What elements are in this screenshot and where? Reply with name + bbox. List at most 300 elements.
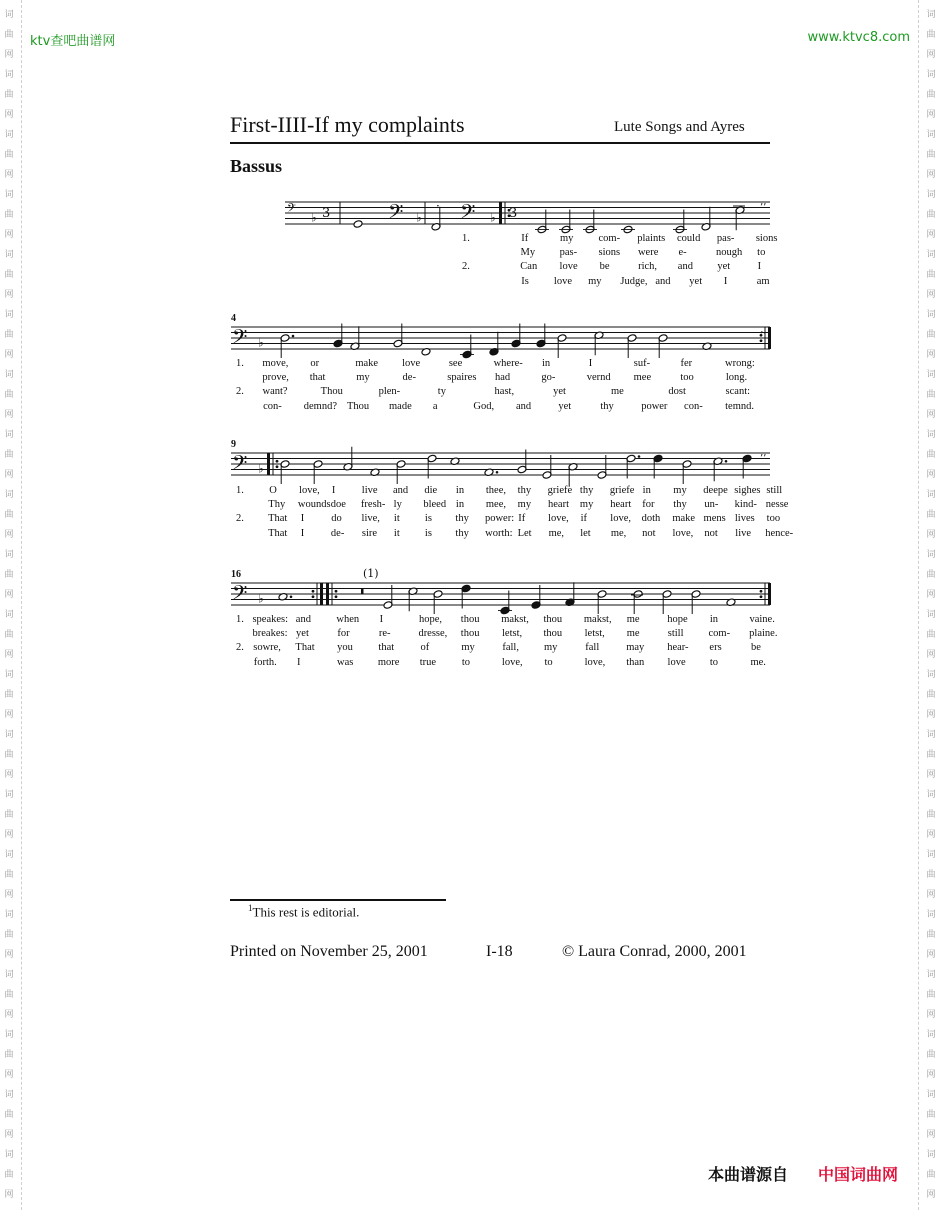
lyric-syllable: be [751, 642, 761, 654]
watermark-glyph: 词 [926, 250, 936, 260]
watermark-glyph: 网 [4, 110, 14, 120]
custos: ’’ [760, 330, 767, 342]
lyric-syllable: power: [484, 513, 515, 525]
time-signature: 3 [509, 206, 518, 221]
watermark-glyph: 词 [926, 490, 936, 500]
lyric-syllable: is [424, 527, 432, 539]
repeat-dot [312, 595, 315, 598]
lyric-syllable: letst, [584, 628, 605, 640]
lyric-syllable: thy [517, 485, 532, 496]
lyric-syllable: scant: [725, 386, 751, 398]
watermark-glyph: 网 [926, 1130, 936, 1140]
lyric-syllable: and [392, 485, 409, 496]
watermark-glyph: 曲 [926, 270, 936, 280]
lyric-syllable: spaires [447, 372, 477, 384]
lyric-syllable: me [610, 386, 624, 398]
lyric-syllable: e- [678, 247, 687, 259]
repeat-thick-bar [768, 327, 771, 349]
lyric-syllable: Thou [346, 400, 370, 412]
lyric-syllable: it [393, 513, 400, 525]
watermark-glyph: 曲 [4, 1050, 14, 1060]
lyric-syllable: I [331, 485, 336, 496]
lyric-syllable: and [295, 614, 311, 625]
lyric-syllable: hope [667, 614, 688, 625]
lyric-syllable: to [757, 247, 766, 259]
watermark-glyph: 网 [926, 110, 936, 120]
lyric-syllable: me, [610, 527, 627, 539]
lyric-syllable: thou [460, 614, 480, 625]
watermark-glyph: 曲 [4, 630, 14, 640]
source-label: 本曲谱源自 [708, 1165, 789, 1184]
lyric-syllable: love [559, 261, 578, 273]
watermark-glyph: 网 [4, 1010, 14, 1020]
lyric-syllable: Is [521, 275, 529, 287]
lyric-syllable: yet [717, 261, 731, 273]
lyric-syllable: thou [543, 628, 563, 640]
watermark-glyph: 曲 [926, 1050, 936, 1060]
lyric-syllable: nesse [765, 499, 789, 511]
watermark-glyph: 网 [4, 230, 14, 240]
watermark-glyph: 曲 [926, 870, 936, 880]
watermark-glyph: 网 [926, 650, 936, 660]
watermark-glyph: 曲 [926, 150, 936, 160]
watermark-glyph: 词 [926, 130, 936, 140]
watermark-glyph: 词 [4, 610, 14, 620]
lyric-syllable: for [642, 499, 655, 511]
incipit-mark: · [436, 199, 440, 213]
lyric-syllable: griefe [609, 485, 635, 496]
watermark-glyph: 词 [4, 850, 14, 860]
repeat-thick-bar [320, 583, 323, 605]
lyric-syllable: you [337, 642, 353, 654]
watermark-glyph: 网 [4, 1070, 14, 1080]
lyric-syllable: move, [262, 358, 289, 369]
verse-number: 2. [462, 261, 470, 273]
watermark-glyph: 词 [926, 610, 936, 620]
lyric-syllable: power [641, 400, 668, 412]
lyric-syllable: worth: [485, 527, 513, 539]
lyric-syllable: live [361, 485, 378, 496]
lyric-syllable: breakes: [252, 628, 288, 640]
augmentation-dot [292, 335, 295, 338]
watermark-glyph: 词 [926, 550, 936, 560]
lyric-syllable: plaints [637, 233, 666, 244]
watermark-glyph: 词 [4, 970, 14, 980]
watermark-glyph: 网 [926, 1010, 936, 1020]
lyric-syllable: my [461, 642, 475, 654]
watermark-glyph: 网 [926, 350, 936, 360]
lyric-syllable: O [269, 485, 277, 496]
lyric-syllable: live [735, 527, 752, 539]
watermark-glyph: 词 [4, 1030, 14, 1040]
watermark-glyph: 网 [4, 590, 14, 600]
lyric-syllable: letst, [501, 628, 523, 640]
lyric-syllable: fall, [502, 642, 519, 654]
watermark-glyph: 词 [926, 310, 936, 320]
copyright: © Laura Conrad, 2000, 2001 [562, 943, 747, 960]
verse-number: 2. [236, 642, 244, 654]
watermark-glyph: 曲 [926, 990, 936, 1000]
watermark-glyph: 网 [926, 50, 936, 60]
lyric-syllable: to [544, 656, 553, 668]
lyric-syllable: love, [610, 513, 632, 525]
lyric-syllable: be [599, 261, 610, 273]
lyric-syllable: That [295, 642, 315, 654]
lyric-syllable: in [642, 485, 651, 496]
lyric-syllable: plen- [378, 386, 401, 398]
lyric-syllable: prove, [262, 372, 289, 384]
lyric-syllable: Can [520, 261, 538, 273]
watermark-glyph: 网 [926, 170, 936, 180]
watermark-glyph: 曲 [926, 690, 936, 700]
watermark-glyph: 词 [4, 190, 14, 200]
watermark-glyph: 曲 [4, 570, 14, 580]
watermark-glyph: 曲 [4, 510, 14, 520]
lyric-syllable: de- [330, 527, 345, 539]
lyric-syllable: die [424, 485, 438, 496]
watermark-glyph: 词 [4, 250, 14, 260]
lyric-syllable: let [580, 527, 591, 539]
lyric-syllable: long. [725, 372, 748, 384]
watermark-glyph: 词 [4, 1150, 14, 1160]
footnote-marker: 1 [248, 903, 253, 913]
lyric-syllable: wounds [297, 499, 331, 511]
repeat-dot [276, 460, 279, 463]
watermark-glyph: 曲 [926, 330, 936, 340]
watermark-glyph: 词 [4, 910, 14, 920]
lyric-syllable: heart [610, 499, 632, 511]
lyric-syllable: may [626, 642, 645, 654]
lyric-syllable: too [680, 372, 694, 384]
augmentation-dot [496, 471, 499, 474]
lyric-syllable: deepe [703, 485, 728, 496]
lyric-syllable: my [356, 372, 370, 384]
watermark-glyph: 网 [926, 770, 936, 780]
bass-clef: 𝄢 [232, 581, 248, 609]
verse-number: 1. [236, 485, 244, 496]
watermark-glyph: 词 [926, 1150, 936, 1160]
watermark-glyph: 词 [926, 430, 936, 440]
lyric-syllable: My [520, 247, 536, 259]
key-flat: ♭ [311, 210, 317, 225]
lyric-syllable: com- [598, 233, 621, 244]
lyric-syllable: me. [750, 656, 766, 668]
watermark-glyph: 网 [4, 830, 14, 840]
custos: ’’ [760, 453, 767, 465]
watermark-glyph: 词 [4, 10, 14, 20]
footnote-reference: (1) [363, 567, 379, 580]
watermark-glyph: 词 [926, 970, 936, 980]
watermark-glyph: 曲 [4, 90, 14, 100]
lyric-syllable: am [756, 275, 770, 287]
watermark-glyph: 曲 [926, 450, 936, 460]
site-url-right[interactable]: www.ktvc8.com [807, 30, 910, 45]
watermark-glyph: 网 [926, 590, 936, 600]
verse-number: 1. [236, 614, 244, 625]
lyric-syllable: mee, [485, 499, 506, 511]
lyric-syllable: want? [262, 386, 288, 398]
lyric-syllable: heart [548, 499, 570, 511]
lyric-syllable: kind- [734, 499, 757, 511]
watermark-glyph: 曲 [926, 930, 936, 940]
incipit-clef: 𝄢 [287, 202, 297, 218]
repeat-thick-bar [499, 202, 502, 224]
footnote-rule [230, 899, 446, 901]
key-flat: ♭ [258, 591, 264, 606]
watermark-glyph: 网 [4, 530, 14, 540]
measure-number: 16 [231, 569, 241, 580]
lyric-syllable: That [268, 527, 288, 539]
lyric-syllable: hence- [765, 527, 794, 539]
lyric-syllable: plaine. [749, 628, 778, 640]
lyric-syllable: love [553, 275, 572, 287]
lyric-syllable: fall [585, 642, 600, 654]
watermark-glyph: 曲 [4, 810, 14, 820]
lyric-syllable: love, [584, 656, 606, 668]
watermark-glyph: 曲 [4, 150, 14, 160]
watermark-glyph: 词 [4, 670, 14, 680]
lyric-syllable: love, [501, 656, 523, 668]
watermark-glyph: 网 [4, 1190, 14, 1200]
watermark-glyph: 网 [4, 890, 14, 900]
lyric-syllable: hear- [667, 642, 689, 654]
watermark-glyph: 网 [926, 290, 936, 300]
lyric-syllable: yet [553, 386, 566, 398]
lyric-syllable: live, [361, 513, 380, 525]
lyric-syllable: yet [558, 400, 572, 412]
lyric-syllable: con- [684, 400, 703, 412]
bass-clef: 𝄢 [388, 200, 404, 228]
lyric-syllable: to [709, 656, 719, 668]
watermark-glyph: 词 [926, 730, 936, 740]
watermark-glyph: 词 [4, 790, 14, 800]
key-flat: ♭ [258, 461, 264, 476]
bass-clef: 𝄢 [232, 325, 248, 353]
page-number: I-18 [486, 943, 513, 960]
lyric-syllable: con- [263, 400, 282, 412]
lyric-syllable: when [336, 614, 360, 625]
augmentation-dot [290, 595, 293, 598]
lyric-syllable: thy [455, 513, 469, 525]
watermark-glyph: 曲 [926, 630, 936, 640]
watermark-glyph: 曲 [926, 510, 936, 520]
series-title: Lute Songs and Ayres [614, 119, 745, 135]
lyric-syllable: If [518, 513, 526, 525]
lyric-syllable: that [309, 372, 326, 384]
lyric-syllable: sions [598, 247, 621, 259]
bass-clef: 𝄢 [460, 200, 476, 228]
watermark-glyph: 曲 [926, 750, 936, 760]
lyric-syllable: I [296, 656, 301, 668]
lyric-syllable: vernd [586, 372, 611, 384]
key-flat: ♭ [416, 210, 422, 225]
lyric-syllable: make [355, 358, 379, 369]
lyric-syllable: and [655, 275, 671, 287]
verse-number: 1. [462, 233, 470, 244]
lyric-syllable: me [626, 628, 640, 640]
lyric-syllable: love [667, 656, 686, 668]
lyric-syllable: un- [704, 499, 719, 511]
lyric-syllable: griefe [547, 485, 573, 496]
watermark-glyph: 网 [926, 950, 936, 960]
watermark-glyph: 曲 [4, 1110, 14, 1120]
watermark-glyph: 词 [926, 190, 936, 200]
watermark-glyph: 曲 [4, 390, 14, 400]
lyric-syllable: demnd? [303, 400, 338, 412]
watermark-glyph: 曲 [926, 390, 936, 400]
watermark-glyph: 词 [926, 10, 936, 20]
watermark-glyph: 网 [4, 410, 14, 420]
watermark-glyph: 曲 [926, 570, 936, 580]
watermark-glyph: 网 [926, 710, 936, 720]
watermark-glyph: 曲 [926, 1110, 936, 1120]
augmentation-dot [638, 455, 641, 458]
lyric-syllable: my [517, 499, 532, 511]
repeat-thick-bar [768, 583, 771, 605]
lyric-syllable: Thy [268, 499, 286, 511]
watermark-glyph: 词 [926, 790, 936, 800]
lyric-syllable: doe [330, 499, 346, 511]
lyric-syllable: for [337, 628, 350, 640]
watermark-glyph: 网 [4, 1130, 14, 1140]
footnote [248, 903, 359, 920]
repeat-thick-bar [326, 583, 329, 605]
lyric-syllable: nough [716, 247, 743, 259]
lyric-syllable: lives [734, 513, 755, 525]
watermark-glyph: 网 [926, 530, 936, 540]
watermark-glyph: 词 [4, 730, 14, 740]
lyric-syllable: ers [709, 642, 722, 654]
lyric-syllable: thy [600, 400, 614, 412]
lyric-syllable: yet [689, 275, 703, 287]
lyric-syllable: in [541, 358, 551, 369]
watermark-glyph: 词 [926, 1090, 936, 1100]
source-brand[interactable]: 中国词曲网 [818, 1165, 899, 1184]
lyric-syllable: too [766, 513, 781, 525]
watermark-glyph: 词 [926, 910, 936, 920]
lyric-syllable: than [626, 656, 645, 668]
lyric-syllable: in [709, 614, 719, 625]
lyric-syllable: a [432, 400, 438, 412]
lyric-syllable: my [673, 485, 687, 496]
site-name-left[interactable]: ktv查吧曲谱网 [30, 34, 116, 49]
watermark-glyph: 网 [926, 830, 936, 840]
watermark-glyph: 词 [4, 130, 14, 140]
watermark-glyph: 词 [4, 430, 14, 440]
watermark-glyph: 曲 [926, 30, 936, 40]
repeat-dot [276, 465, 279, 468]
bass-clef: 𝄢 [232, 451, 248, 479]
key-flat: ♭ [258, 335, 264, 350]
lyric-syllable: I [757, 261, 762, 273]
lyric-syllable: make [672, 513, 696, 525]
watermark-glyph: 网 [926, 410, 936, 420]
lyric-syllable: sions [755, 233, 778, 244]
lyric-syllable: rich, [638, 261, 658, 273]
watermark-glyph: 曲 [4, 30, 14, 40]
watermark-glyph: 曲 [4, 750, 14, 760]
watermark-glyph: 曲 [4, 990, 14, 1000]
lyric-syllable: had [494, 372, 511, 384]
lyric-syllable: thou [460, 628, 480, 640]
lyric-syllable: I [379, 614, 384, 625]
lyric-syllable: sighes [734, 485, 761, 496]
lyric-syllable: love, [548, 513, 569, 525]
measure-number: 4 [231, 313, 236, 324]
lyric-syllable: do [331, 513, 342, 525]
watermark-glyph: 曲 [4, 270, 14, 280]
footnote-text: This rest is editorial. [252, 904, 360, 920]
lyric-syllable: pas- [559, 247, 578, 259]
lyric-syllable: could [676, 233, 701, 244]
lyric-syllable: ty [437, 386, 446, 398]
lyric-syllable: go- [541, 372, 556, 384]
repeat-dot [760, 595, 763, 598]
watermark-glyph: 词 [926, 1030, 936, 1040]
lyric-syllable: wrong: [725, 358, 755, 369]
repeat-dot [335, 590, 338, 593]
lyric-syllable: makst, [501, 614, 529, 625]
lyric-syllable: suf- [633, 358, 651, 369]
lyric-syllable: thy [579, 485, 594, 496]
lyric-syllable: makst, [583, 614, 612, 625]
watermark-glyph: 网 [4, 470, 14, 480]
lyric-syllable: dost [668, 386, 686, 398]
watermark-glyph: 网 [4, 710, 14, 720]
lyric-syllable: hast, [494, 386, 515, 398]
lyric-syllable: de- [402, 372, 416, 384]
watermark-glyph: 词 [4, 1090, 14, 1100]
lyric-syllable: to [461, 656, 471, 668]
watermark-glyph: 词 [926, 670, 936, 680]
lyric-syllable: dresse, [418, 628, 448, 640]
lyric-syllable: is [424, 513, 432, 525]
lyric-syllable: I [300, 527, 305, 539]
lyric-syllable: fer [680, 358, 693, 369]
note-head [353, 220, 363, 229]
watermark-glyph: 网 [4, 950, 14, 960]
lyric-syllable: if [580, 513, 588, 525]
lyric-syllable: doth [641, 513, 661, 525]
watermark-glyph: 网 [926, 1070, 936, 1080]
lyric-syllable: in [455, 499, 465, 511]
lyric-syllable: and [677, 261, 693, 273]
watermark-glyph: 曲 [4, 450, 14, 460]
watermark-glyph: 曲 [4, 870, 14, 880]
lyric-syllable: was [337, 656, 354, 668]
lyric-syllable: and [516, 400, 532, 412]
lyric-syllable: of [420, 642, 430, 654]
lyric-syllable: Let [517, 527, 532, 539]
song-title: First-IIII-If my complaints [230, 112, 465, 137]
lyric-syllable: That [268, 513, 288, 525]
watermark-glyph: 网 [4, 350, 14, 360]
lyric-syllable: mee [633, 372, 652, 384]
verse-number: 1. [236, 358, 244, 369]
watermark-glyph: 曲 [4, 1170, 14, 1180]
watermark-glyph: 网 [926, 1190, 936, 1200]
lyric-syllable: yet [296, 628, 309, 640]
lyric-syllable: thy [455, 527, 469, 539]
lyric-syllable: I [300, 513, 305, 525]
verse-number: 2. [236, 386, 244, 398]
watermark-glyph: 网 [4, 650, 14, 660]
lyric-syllable: love, [672, 527, 694, 539]
watermark-glyph: 网 [4, 290, 14, 300]
lyric-syllable: com- [708, 628, 731, 640]
lyric-syllable: me [626, 614, 640, 625]
lyric-syllable: were [637, 247, 659, 259]
